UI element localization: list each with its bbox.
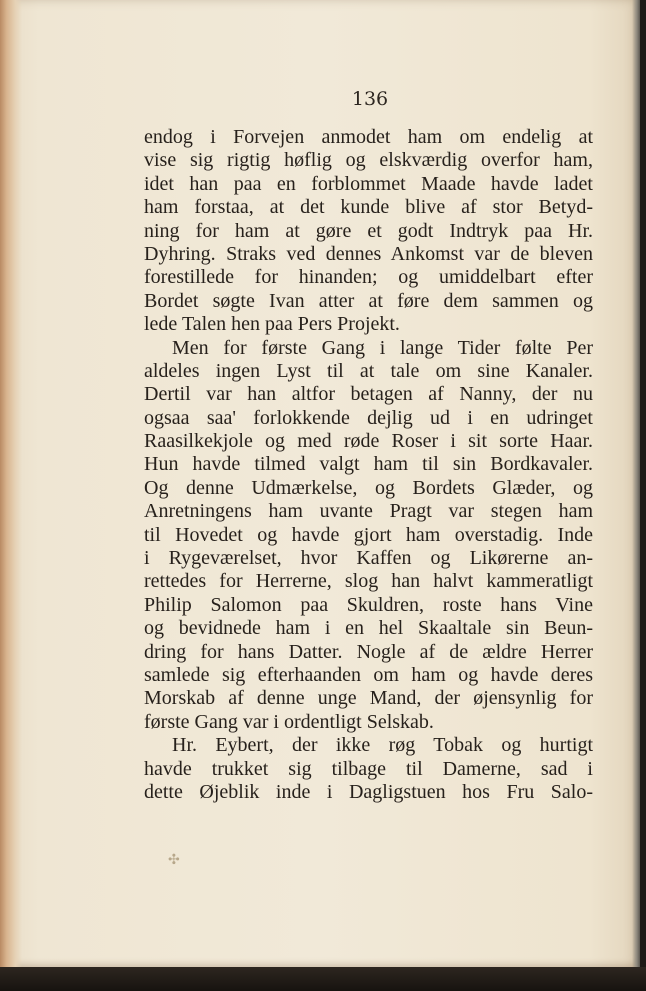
text-line: ham forstaa, at det kunde blive af stor Betyd- bbox=[144, 196, 593, 219]
text-line: dette Øjeblik inde i Dagligstuen hos Fru Salo- bbox=[144, 780, 593, 803]
text-line: Philip Salomon paa Skuldren, roste hans Vine bbox=[144, 593, 593, 616]
text-line: Hun havde tilmed valgt ham til sin Bordkavaler. bbox=[144, 453, 593, 476]
text-line: til Hovedet og havde gjort ham overstadig. Inde bbox=[144, 523, 593, 546]
text-line: rettedes for Herrerne, slog han halvt kammeratligt bbox=[144, 570, 593, 593]
text-line: havde trukket sig tilbage til Damerne, sad i bbox=[144, 757, 593, 780]
text-line: ogsaa saa' forlokkende dejlig ud i en udringet bbox=[144, 406, 593, 429]
page-outer-edge bbox=[632, 0, 640, 968]
scan-bottom-shadow bbox=[0, 967, 646, 991]
body-text bbox=[144, 126, 593, 804]
text-line: Bordet søgte Ivan atter at føre dem sammen og bbox=[144, 289, 593, 312]
text-line: i Rygeværelset, hvor Kaffen og Likørerne an- bbox=[144, 547, 593, 570]
ink-speck-mark: ✣ bbox=[168, 852, 180, 868]
text-line: Men for første Gang i lange Tider følte Per bbox=[172, 336, 593, 359]
text-line: Dyhring. Straks ved dennes Ankomst var de bleven bbox=[144, 242, 593, 265]
text-line: Dertil var han altfor betagen af Nanny, der nu bbox=[144, 383, 593, 406]
text-line: forestillede for hinanden; og umiddelbart efter bbox=[144, 266, 593, 289]
text-line: Raasilkekjole og med røde Roser i sit sorte Haar. bbox=[144, 430, 593, 453]
text-line: Morskab af denne unge Mand, der øjensynlig for bbox=[144, 687, 593, 710]
text-line: vise sig rigtig høflig og elskværdig overfor ham, bbox=[144, 149, 593, 172]
text-line: Anretningens ham uvante Pragt var stegen ham bbox=[144, 500, 593, 523]
text-line: endog i Forvejen anmodet ham om endelig at bbox=[144, 126, 593, 148]
text-line: samlede sig efterhaanden om ham og havde deres bbox=[144, 663, 593, 686]
text-line: første Gang var i ordentligt Selskab. bbox=[144, 710, 434, 733]
text-line: aldeles ingen Lyst til at tale om sine Kanaler. bbox=[144, 359, 593, 382]
text-line: Og denne Udmærkelse, og Bordets Glæder, og bbox=[144, 476, 593, 499]
text-line: ning for ham at gøre et godt Indtryk paa Hr. bbox=[144, 219, 593, 242]
text-line: og bevidnede ham i en hel Skaaltale sin Beun- bbox=[144, 617, 593, 640]
page-binding-edge bbox=[0, 0, 22, 968]
text-line: dring for hans Datter. Nogle af de ældre Herrer bbox=[144, 640, 593, 663]
page-number: 136 bbox=[351, 88, 389, 110]
text-line: lede Talen hen paa Pers Projekt. bbox=[144, 313, 400, 336]
text-line: idet han paa en forblommet Maade havde ladet bbox=[144, 172, 593, 195]
text-line: Hr. Eybert, der ikke røg Tobak og hurtigt bbox=[172, 734, 593, 757]
